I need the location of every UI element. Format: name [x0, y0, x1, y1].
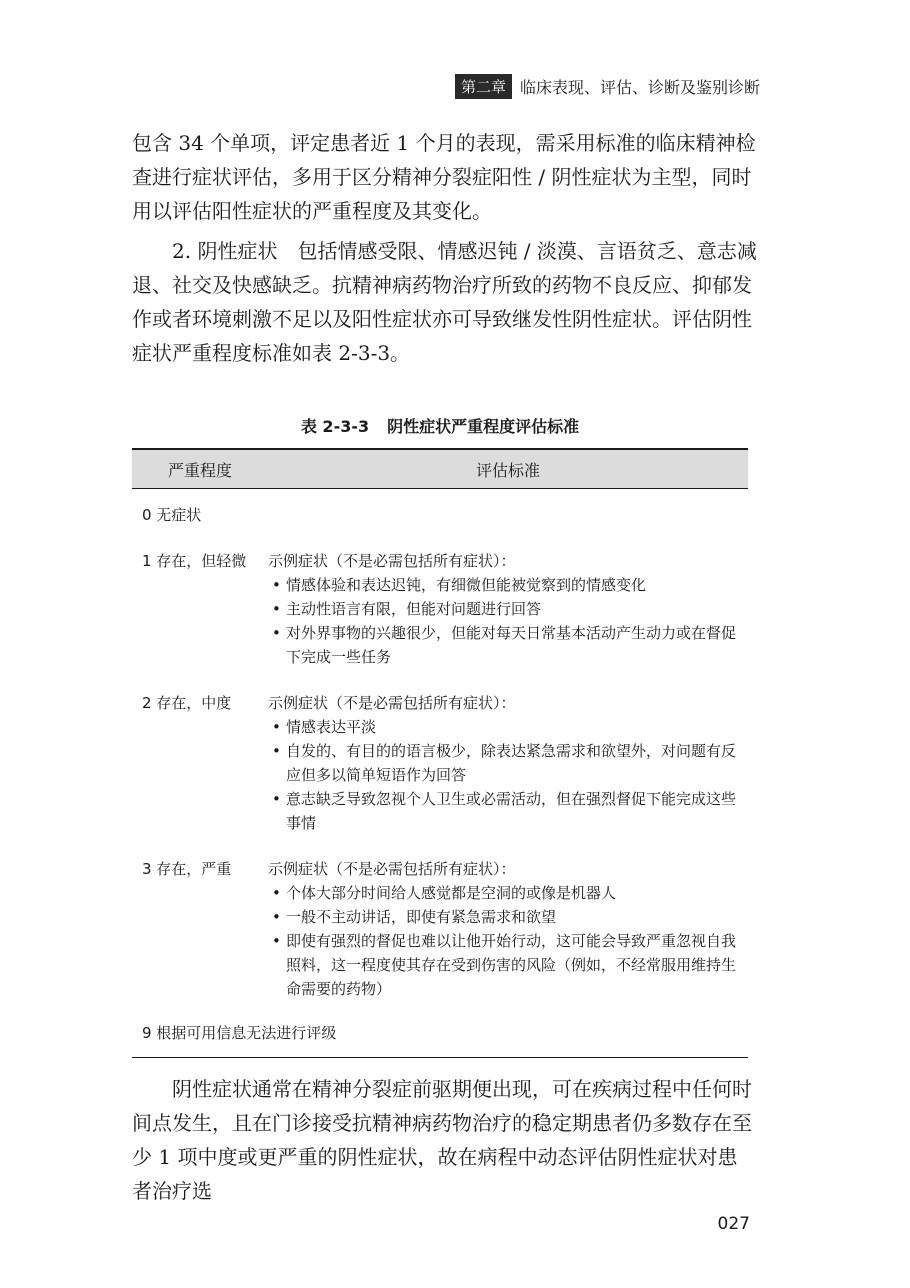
table-row-0: 0 无症状	[142, 506, 202, 524]
running-header	[455, 74, 760, 99]
page-number: 027	[717, 1214, 750, 1234]
body-paragraph-1: 包含 34 个单项，评定患者近 1 个月的表现，需采用标准的临床精神检查进行症状评估，多用于区分精神分裂症阳性 / 阴性症状为主型，同时用以评估阳性症状的严重程度及其变化。	[132, 131, 756, 223]
table-caption-number: 表 2-3-3	[300, 417, 370, 436]
criteria-intro: 示例症状（不是必需包括所有症状）：	[268, 860, 516, 878]
table-caption-title: 阴性症状严重程度评估标准	[387, 417, 580, 436]
table-header	[132, 448, 748, 489]
table-row-2	[132, 669, 748, 835]
list-item: • 主动性语言有限，但能对问题进行回答	[268, 597, 748, 621]
col-header-level: 严重程度	[167, 460, 232, 480]
table-row-3	[132, 835, 748, 1001]
symptom-list	[268, 881, 748, 1001]
list-item: • 自发的、有目的的语言极少，除表达紧急需求和欲望外，对问题有反应但多以简单短语作为回答	[268, 739, 748, 787]
table-body	[132, 489, 748, 1058]
list-item: • 意志缺乏导致忽视个人卫生或必需活动，但在强烈督促下能完成这些事情	[268, 787, 748, 835]
table-caption	[132, 414, 748, 437]
body-paragraph-2: 2. 阴性症状 包括情感受限、情感迟钝 / 淡漠、言语贫乏、意志减退、社交及快感缺乏。抗精神病药物治疗所致的药物不良反应、抑郁发作或者环境刺激不足以及阳性症状亦可导致继发性阴性症状。评估阴性症状严重程度标准如表 2-3-3。	[132, 239, 757, 365]
symptom-list	[268, 573, 748, 669]
symptom-list	[268, 715, 748, 835]
col-header-criteria: 评估标准	[475, 460, 540, 480]
list-item: • 一般不主动讲话，即使有紧急需求和欲望	[268, 905, 748, 929]
criteria-intro: 示例症状（不是必需包括所有症状）：	[268, 694, 516, 712]
row-criteria	[268, 691, 748, 835]
list-item: • 情感表达平淡	[268, 715, 748, 739]
row-level: 2 存在，中度	[142, 694, 232, 712]
table-row-1	[132, 527, 748, 669]
severity-table	[132, 448, 748, 1058]
criteria-intro: 示例症状（不是必需包括所有症状）：	[268, 552, 516, 570]
chapter-badge: 第二章	[455, 74, 512, 99]
row-level: 1 存在，但轻微	[142, 552, 247, 570]
row-criteria	[268, 549, 748, 669]
list-item: • 个体大部分时间给人感觉都是空洞的或像是机器人	[268, 881, 748, 905]
table-row-9: 9 根据可用信息无法进行评级	[142, 1024, 337, 1042]
body-paragraph-3: 阴性症状通常在精神分裂症前驱期便出现，可在疾病过程中任何时间点发生，且在门诊接受抗精神病药物治疗的稳定期患者仍多数存在至少 1 项中度或更严重的阴性症状，故在病程中动态评估阴性症状对患者治疗选	[132, 1077, 752, 1203]
chapter-title: 临床表现、评估、诊断及鉴别诊断	[519, 78, 760, 97]
row-criteria	[268, 857, 748, 1001]
row-level: 3 存在，严重	[142, 860, 232, 878]
list-item: • 即使有强烈的督促也难以让他开始行动，这可能会导致严重忽视自我照料，这一程度使其存在受到伤害的风险（例如，不经常服用维持生命需要的药物）	[268, 929, 748, 1001]
list-item: • 情感体验和表达迟钝，有细微但能被觉察到的情感变化	[268, 573, 748, 597]
list-item: • 对外界事物的兴趣很少，但能对每天日常基本活动产生动力或在督促下完成一些任务	[268, 621, 748, 669]
